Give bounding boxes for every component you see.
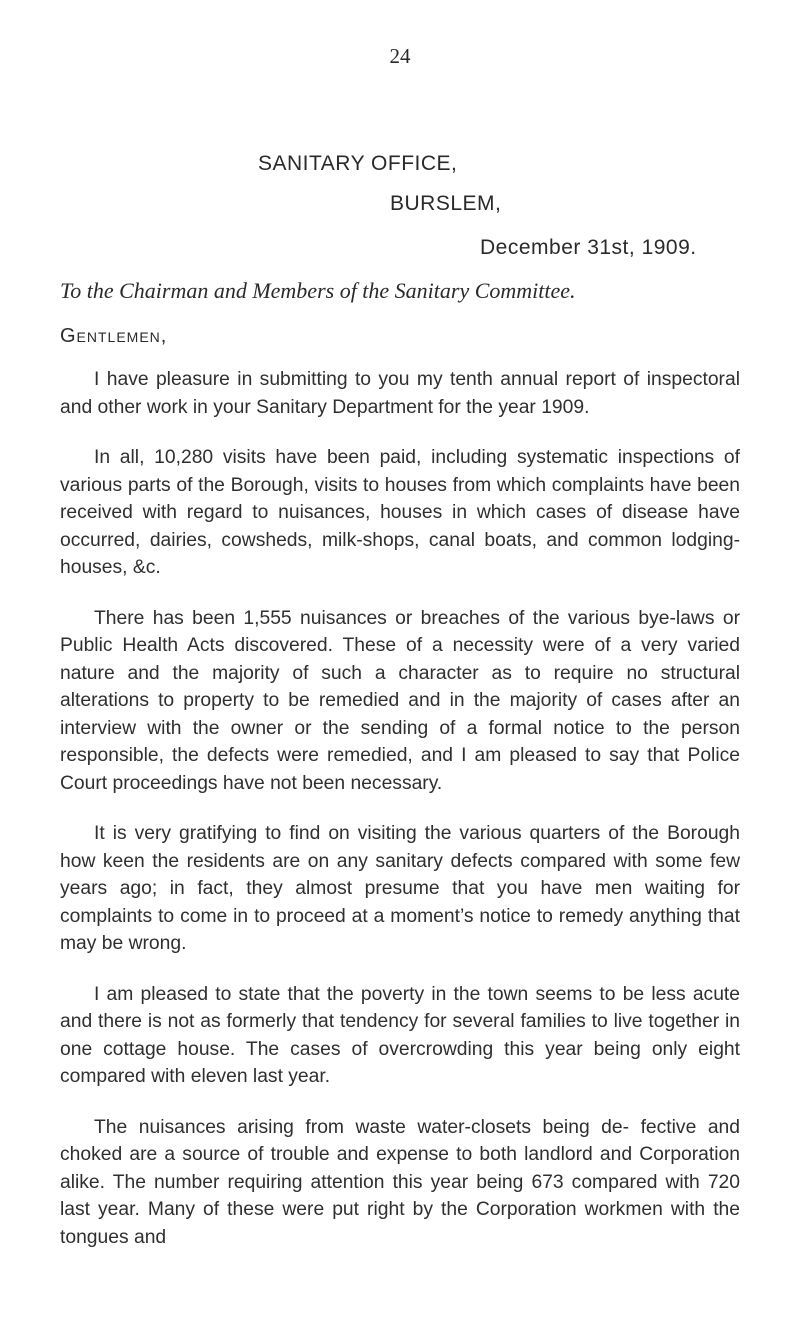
paragraph: I am pleased to state that the poverty in the town seems to be less acute and there is not as formerly that tendency for several families to live together in one cottage house. The cases of overcrowding this year being only eight compared with eleven last year. <box>60 983 740 1087</box>
paragraph: In all, 10,280 visits have been paid, including systematic inspections of various parts of the Borough, visits to houses from which complaints have been received with regard to nuisances, houses in which cases of disease have occurred, dairies, cowsheds, milk-shops, canal boats, and common lodging-houses, &c. <box>60 447 740 578</box>
letter-body <box>60 366 740 1274</box>
office-heading: SANITARY OFFICE, <box>258 152 458 175</box>
paragraph: I have pleasure in submitting to you my tenth annual report of inspectoral and other work in your Sanitary Department for the year 1909. <box>60 369 740 418</box>
paragraph: It is very gratifying to find on visiting the various quarters of the Borough how keen the residents are on any sanitary defects compared with some few years ago; in fact, they almost presume that you have men waiting for complaints to come in to proceed at a moment’s notice to remedy anything that may be wrong. <box>60 823 740 954</box>
salutation: Gentlemen, <box>60 325 168 347</box>
paragraph: The nuisances arising from waste water-closets being de- fective and choked are a source of trouble and expense to both landlord and Corporation alike. The number requiring attention this year being 673 compared with 720 last year. Many of these were put right by the Corporation workmen with the tongues and <box>60 1116 740 1248</box>
town-heading: BURSLEM, <box>390 192 502 215</box>
addressee-line: To the Chairman and Members of the Sanitary Committee. <box>60 278 576 303</box>
paragraph: There has been 1,555 nuisances or breaches of the various bye-laws or Public Health Acts discovered. These of a necessity were of a very varied nature and the majority of such a character as to require no structural alterations to property to be remedied and in the majority of cases after an interview with the owner or the sending of a formal notice to the person responsible, the defects were remedied, and I am pleased to say that Police Court proceedings have not been necessary. <box>60 607 740 794</box>
report-date: December 31st, 1909. <box>480 236 697 259</box>
page-number: 24 <box>389 44 411 68</box>
